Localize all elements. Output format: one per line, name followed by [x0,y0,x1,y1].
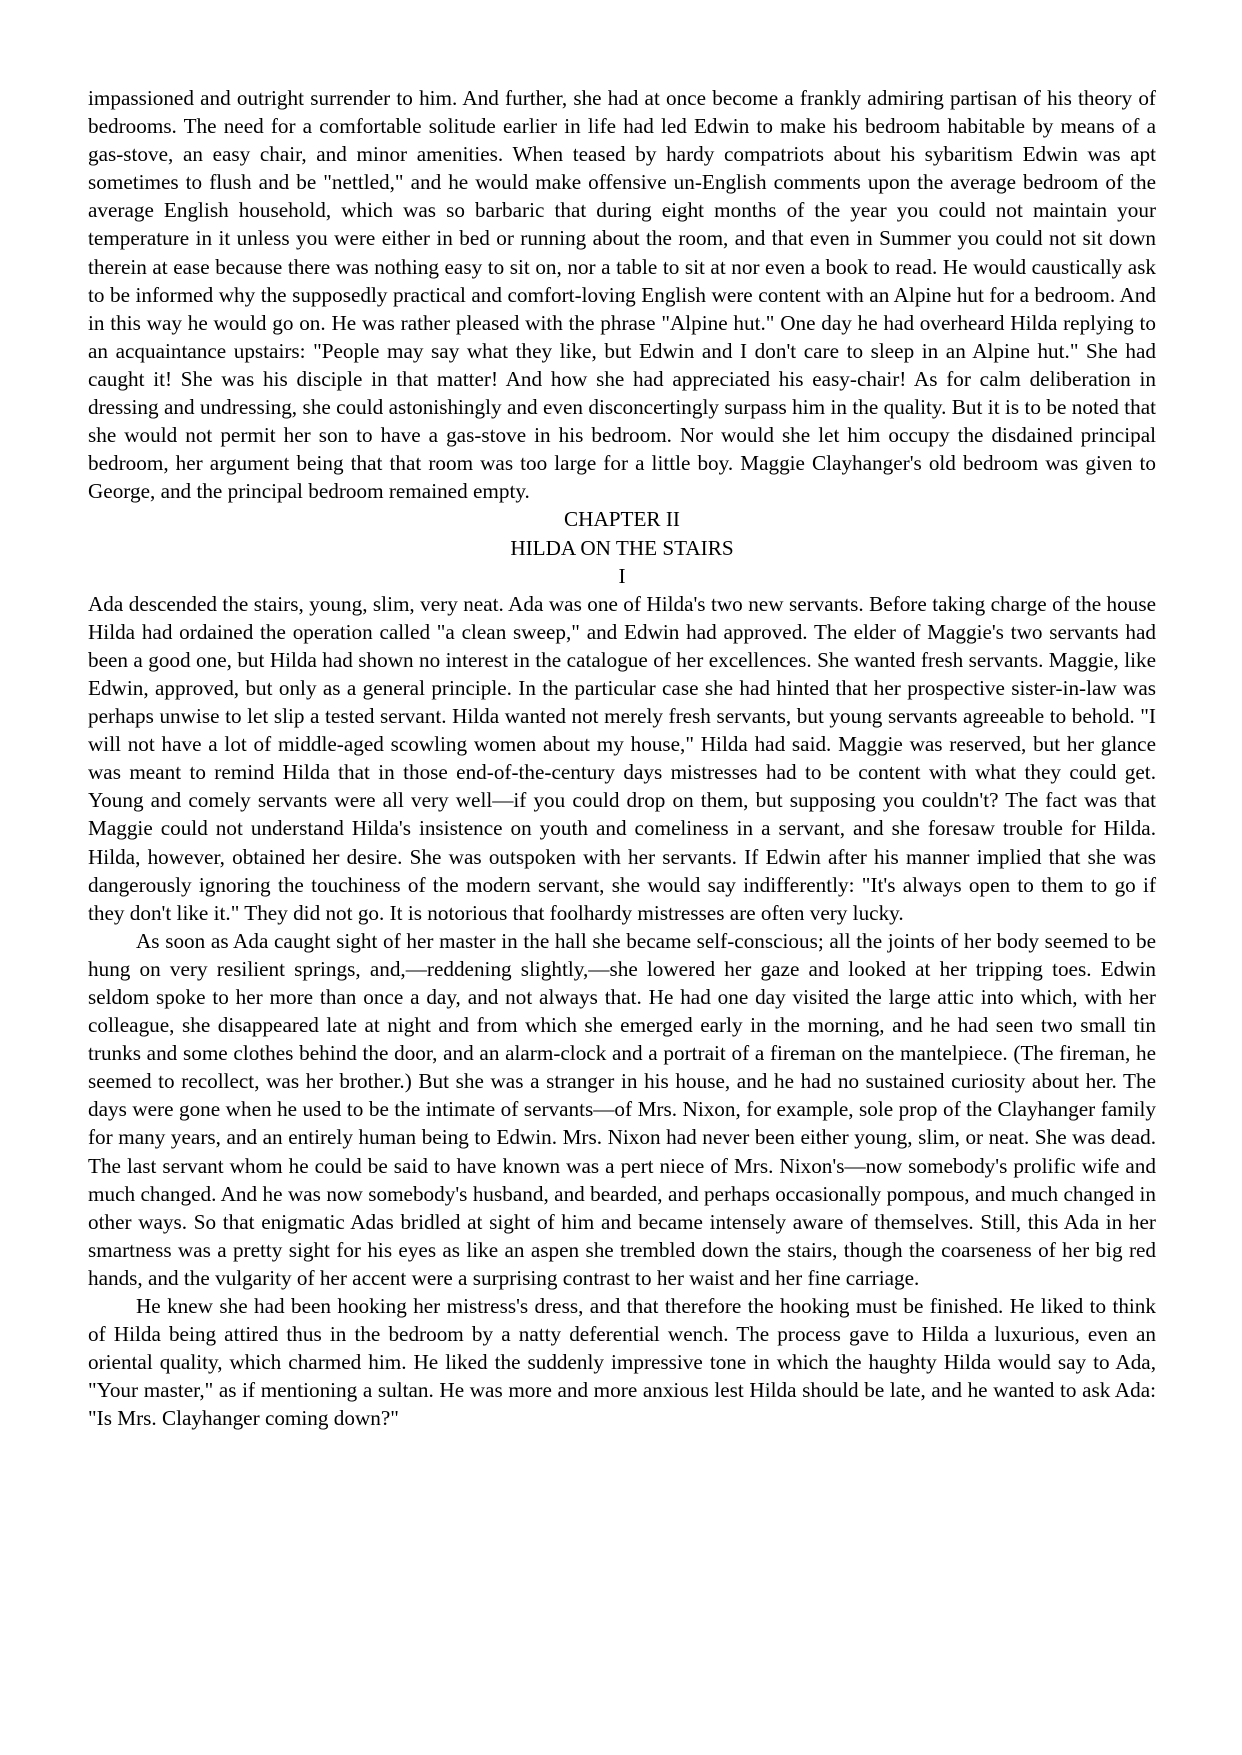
paragraph-opening: impassioned and outright surrender to him. And further, she had at once become a frankly admiring partisan of his theory of bedrooms. The need for a comfortable solitude earlier in life had led Edwin to make his bedroom habitable by means of a gas-stove, an easy chair, and minor amenities. When teased by hardy compatriots about his sybaritism Edwin was apt sometimes to flush and be "nettled," and he would make offensive un-English comments upon the average bedroom of the average English household, which was so barbaric that during eight months of the year you could not maintain your temperature in it unless you were either in bed or running about the room, and that even in Summer you could not sit down therein at ease because there was nothing easy to sit on, nor a table to sit at nor even a book to read. He would caustically ask to be informed why the supposedly practical and comfort-loving English were content with an Alpine hut for a bedroom. And in this way he would go on. He was rather pleased with the phrase "Alpine hut." One day he had overheard Hilda replying to an acquaintance upstairs: "People may say what they like, but Edwin and I don't care to sleep in an Alpine hut." She had caught it! She was his disciple in that matter! And how she had appreciated his easy-chair! As for calm deliberation in dressing and undressing, she could astonishingly and even disconcertingly surpass him in the quality. But it is to be noted that she would not permit her son to have a gas-stove in his bedroom. Nor would she let him occupy the disdained principal bedroom, her argument being that that room was too large for a little boy. Maggie Clayhanger's old bedroom was given to George, and the principal bedroom remained empty. [88,86,1156,504]
paragraph-hooking-dress: He knew she had been hooking her mistress's dress, and that therefore the hooking must be finished. He liked to think of Hilda being attired thus in the bedroom by a natty deferential wench. The process gave to Hilda a luxurious, even an oriental quality, which charmed him. He liked the suddenly impressive tone in which the haughty Hilda would say to Ada, "Your master," as if mentioning a sultan. He was more and more anxious lest Hilda should be late, and he wanted to ask Ada: "Is Mrs. Clayhanger coming down?" [88,1294,1156,1431]
paragraph-ada-descends: Ada descended the stairs, young, slim, very neat. Ada was one of Hilda's two new servants. Before taking charge of the house Hilda had ordained the operation called "a clean sweep," and Edwin had approved. The elder of Maggie's two servants had been a good one, but Hilda had shown no interest in the catalogue of her excellences. She wanted fresh servants. Maggie, like Edwin, approved, but only as a general principle. In the particular case she had hinted that her prospective sister-in-law was perhaps unwise to let slip a tested servant. Hilda wanted not merely fresh servants, but young servants agreeable to behold. "I will not have a lot of middle-aged scowling women about my house," Hilda had said. Maggie was reserved, but her glance was meant to remind Hilda that in those end-of-the-century days mistresses had to be content with what they could get. Young and comely servants were all very well—if you could drop on them, but supposing you couldn't? The fact was that Maggie could not understand Hilda's insistence on youth and comeliness in a servant, and she foresaw trouble for Hilda. Hilda, however, obtained her desire. She was outspoken with her servants. If Edwin after his manner implied that she was dangerously ignoring the touchiness of the modern servant, she would say indifferently: "It's always open to them to go if they don't like it." They did not go. It is notorious that foolhardy mistresses are often very lucky. [88,591,1156,925]
book-page [88,84,1156,1433]
section-number: I [618,563,626,588]
chapter-title: HILDA ON THE STAIRS [510,535,734,560]
paragraph-ada-self-conscious: As soon as Ada caught sight of her master in the hall she became self-conscious; all the joints of her body seemed to be hung on very resilient springs, and,—reddening slightly,—she lowered her gaze and looked at her tripping toes. Edwin seldom spoke to her more than once a day, and not always that. He had one day visited the large attic into which, with her colleague, she disappeared late at night and from which she emerged early in the morning, and he had seen two small tin trunks and some clothes behind the door, and an alarm-clock and a portrait of a fireman on the mantelpiece. (The fireman, he seemed to recollect, was her brother.) But she was a stranger in his house, and he had no sustained curiosity about her. The days were gone when he used to be the intimate of servants—of Mrs. Nixon, for example, sole prop of the Clayhanger family for many years, and an entirely human being to Edwin. Mrs. Nixon had never been either young, slim, or neat. She was dead. The last servant whom he could be said to have known was a pert niece of Mrs. Nixon's—now somebody's prolific wife and much changed. And he was now somebody's husband, and bearded, and perhaps occasionally pompous, and much changed in other ways. So that enigmatic Adas bridled at sight of him and became intensely aware of themselves. Still, this Ada in her smartness was a pretty sight for his eyes as like an aspen she trembled down the stairs, though the coarseness of her big red hands, and the vulgarity of her accent were a surprising contrast to her waist and her fine carriage. [88,928,1156,1290]
chapter-label: CHAPTER II [564,507,680,532]
